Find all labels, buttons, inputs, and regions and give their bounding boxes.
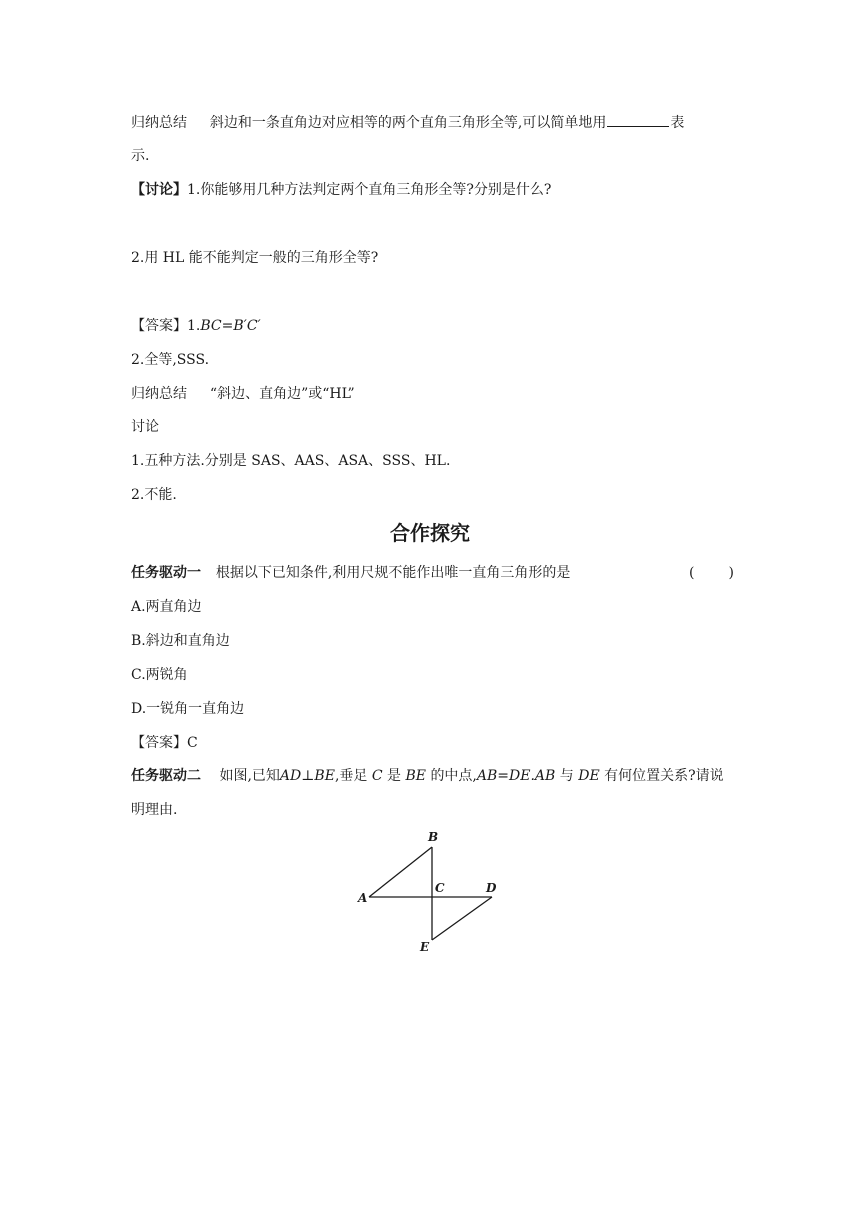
paren-close: ) <box>728 565 734 581</box>
task2-text-4: 的中点, <box>430 768 477 784</box>
task2-label: 任务驱动二 <box>131 768 201 784</box>
task2-be: BE <box>314 768 335 784</box>
answer-summary-label: 归纳总结 <box>131 386 187 402</box>
label-d: D <box>486 881 497 895</box>
task2-ad: AD <box>279 768 302 784</box>
geometry-figure <box>355 826 505 956</box>
task1-answer-line <box>131 733 198 753</box>
task1-answer-label: 【答案】 <box>131 735 187 751</box>
answer1-prefix: 1. <box>187 318 201 334</box>
task2-text-6: 有何位置关系?请说 <box>604 768 724 784</box>
answer-blank <box>607 112 669 127</box>
task2-text-1: 如图,已知 <box>219 768 280 784</box>
option-a: A.两直角边 <box>131 599 202 615</box>
task1-text: 根据以下已知条件,利用尺规不能作出唯一直角三角形的是 <box>215 565 571 581</box>
label-e: E <box>420 940 430 954</box>
answer-discuss-label: 讨论 <box>131 419 159 435</box>
summary-continuation: 示. <box>131 148 150 164</box>
label-c: C <box>435 881 445 895</box>
task2-text-5: 与 <box>559 768 574 784</box>
answer-paren <box>689 563 734 583</box>
answer-discuss-2: 2.不能. <box>131 487 177 503</box>
task2-be2: BE <box>405 768 426 784</box>
summary-label: 归纳总结 <box>131 115 187 131</box>
task1-label: 任务驱动一 <box>131 565 201 581</box>
answer1-formula: BC=B′C′ <box>200 318 261 334</box>
discussion-q2: 2.用 HL 能不能判定一般的三角形全等? <box>131 250 379 266</box>
task1-answer: C <box>187 735 198 751</box>
label-b: B <box>428 830 439 844</box>
task2-text-2: ,垂足 <box>334 768 368 784</box>
option-b: B.斜边和直角边 <box>131 633 230 649</box>
option-d: D.一锐角一直角边 <box>131 701 245 717</box>
task2-c: C <box>371 768 383 784</box>
task2-de: DE <box>578 768 600 784</box>
answer-summary-text: “斜边、直角边”或“HL” <box>209 386 355 402</box>
answer1-line2: 2.全等,SSS. <box>131 352 210 368</box>
task2-perp: ⊥ <box>301 768 315 784</box>
paren-open: ( <box>689 565 695 581</box>
discussion-label: 【讨论】 <box>131 182 187 198</box>
answer-label: 【答案】 <box>131 318 187 334</box>
section-title: 合作探究 <box>390 521 470 545</box>
summary-line <box>131 112 684 133</box>
task2-abde: AB=DE.AB <box>476 768 556 784</box>
segment-ab <box>369 847 432 897</box>
task2-continuation: 明理由. <box>131 802 178 818</box>
summary-tail: 表 <box>670 115 685 131</box>
answer-discuss-1: 1.五种方法.分别是 SAS、AAS、ASA、SSS、HL. <box>131 453 451 469</box>
label-a: A <box>358 891 368 905</box>
answer-summary-line <box>131 384 355 404</box>
task2-line <box>131 766 724 786</box>
segment-de <box>432 897 492 940</box>
option-c: C.两锐角 <box>131 667 188 683</box>
discussion-q1: 1.你能够用几种方法判定两个直角三角形全等?分别是什么? <box>187 182 552 198</box>
task2-text-3: 是 <box>387 768 402 784</box>
summary-text: 斜边和一条直角边对应相等的两个直角三角形全等,可以简单地用 <box>209 115 607 131</box>
task1-line <box>131 563 570 583</box>
discussion-q1-line <box>131 180 551 200</box>
answer1-line <box>131 316 261 336</box>
